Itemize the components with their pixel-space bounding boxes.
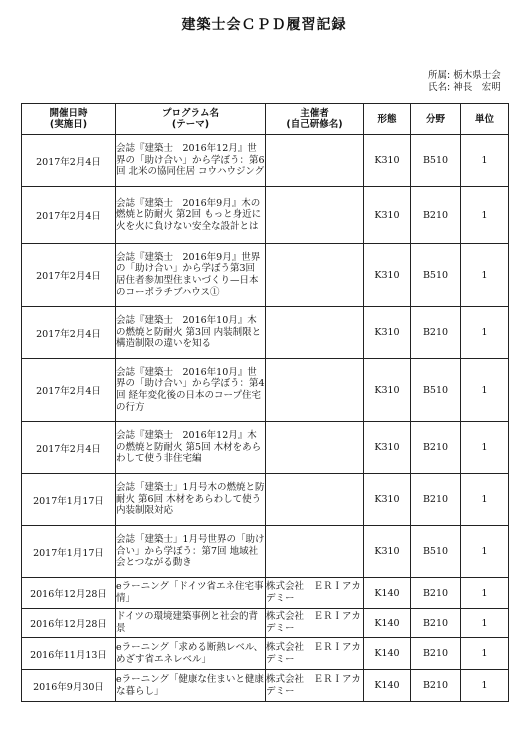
header-date-line2: (実施日)	[49, 119, 88, 130]
cell-program	[116, 244, 266, 307]
cell-unit-text: 1	[481, 546, 488, 557]
header-format: 形態	[364, 104, 411, 135]
cell-field	[411, 670, 461, 702]
cell-date-text: 2017年2月4日	[36, 328, 101, 340]
cell-format-text: K310	[374, 494, 400, 505]
cell-unit	[461, 474, 509, 526]
cell-organizer-text: 株式会社 ＥＲＩアカデミー	[266, 641, 361, 665]
cell-format-text: K140	[374, 617, 400, 629]
table-row	[22, 187, 509, 244]
cell-program	[116, 526, 266, 578]
cell-program-text: ドイツの環境建築事例と社会的背景	[116, 611, 259, 634]
cell-program-text: 会誌『建築士 2016年10月』木の燃焼と防耐火 第3回 内装制限と構造制限の違いを知る	[116, 315, 262, 350]
table-row	[22, 359, 509, 422]
cell-format-text: K310	[374, 546, 400, 557]
cell-date	[22, 670, 116, 702]
cell-date-text: 2017年2月4日	[36, 443, 101, 455]
cell-date-text: 2016年12月28日	[30, 589, 107, 600]
cell-program-text: 会誌『建築士 2016年12月』木の燃焼と防耐火 第5回 木材をあらわして使う非住宅編	[116, 430, 262, 465]
cell-field-text: B510	[422, 384, 449, 396]
cell-date	[22, 609, 116, 638]
cell-unit-text: 1	[481, 384, 488, 396]
cell-field-text: B210	[422, 494, 449, 505]
cell-field	[411, 135, 461, 187]
cell-unit-text: 1	[481, 617, 488, 629]
table-row	[22, 670, 509, 702]
cell-organizer	[266, 609, 364, 638]
table-header-row	[22, 104, 509, 135]
cell-field-text: B210	[422, 327, 449, 338]
cell-program	[116, 187, 266, 244]
cell-program	[116, 474, 271, 526]
cell-field	[411, 422, 461, 474]
cell-unit	[461, 578, 509, 609]
cell-program	[116, 135, 266, 187]
cell-organizer	[266, 307, 364, 359]
cell-format	[364, 244, 411, 307]
header-organizer-line1: 主催者	[300, 108, 329, 119]
header-program-line1: プログラム名	[162, 108, 219, 119]
cell-format-text: K310	[374, 155, 400, 166]
cell-format-text: K310	[374, 384, 400, 396]
cell-date-text: 2016年11月13日	[30, 649, 107, 661]
cell-unit	[461, 359, 509, 422]
cell-program-text: eラーニング「ドイツ省エネ住宅事情」	[116, 581, 264, 604]
header-organizer	[266, 104, 364, 135]
cell-field-text: B210	[422, 587, 449, 599]
cell-unit	[461, 135, 509, 187]
cell-format	[364, 422, 411, 474]
cell-organizer	[266, 474, 364, 526]
cell-date	[22, 422, 116, 474]
cell-format	[364, 359, 411, 422]
table-row	[22, 422, 509, 474]
cell-date-text: 2017年1月17日	[33, 547, 104, 559]
cell-field	[411, 244, 461, 307]
cell-program	[116, 578, 266, 609]
cell-organizer-text: 株式会社 ＥＲＩアカデミー	[266, 581, 361, 604]
cell-organizer	[266, 359, 364, 422]
table-row	[22, 307, 509, 359]
cell-organizer	[266, 187, 364, 244]
cell-date-text: 2017年2月4日	[36, 386, 101, 397]
cell-field	[411, 578, 461, 609]
cell-field-text: B510	[422, 269, 449, 281]
cell-field	[411, 359, 461, 422]
table-row	[22, 474, 509, 526]
cell-unit-text: 1	[481, 648, 488, 659]
header-date-line1: 開催日時	[49, 108, 88, 119]
cell-date	[22, 307, 116, 359]
cell-unit	[461, 609, 509, 638]
header-organizer-line2: (自己研修名)	[286, 119, 343, 130]
cell-format	[364, 526, 411, 578]
cell-format-text: K310	[374, 269, 400, 281]
cell-format-text: K310	[374, 209, 400, 221]
table-row	[22, 244, 509, 307]
cell-date-text: 2017年2月4日	[36, 211, 101, 222]
cell-program-text: eラーニング「健康な住まいと健康な暮らし」	[116, 673, 264, 697]
cell-format	[364, 578, 411, 609]
cell-unit-text: 1	[481, 587, 488, 599]
cell-program-text: eラーニング「求める断熱レベル、めざす省エネレベル」	[116, 641, 264, 665]
cell-program-text: 会誌『建築士 2016年12月』世界の「助け合い」から学ぼう：第6回 北米の協同住居 コウハウジング	[116, 143, 265, 178]
cell-organizer-text: 株式会社 ＥＲＩアカデミー	[266, 611, 361, 634]
owner-info	[428, 70, 501, 94]
cell-organizer	[266, 638, 364, 670]
header-field: 分野	[411, 104, 461, 135]
cell-unit-text: 1	[481, 327, 488, 338]
cell-format-text: K140	[374, 680, 400, 691]
cell-field	[411, 307, 461, 359]
cell-field	[411, 526, 461, 578]
cell-format	[364, 187, 411, 244]
cell-organizer-text: 株式会社 ＥＲＩアカデミー	[266, 673, 361, 697]
cell-program-text: 会誌『建築士 2016年9月』世界の「助け合い」から学ぼう第3回 居住者参加型住まいづくり—日本のコーポラチブハウス①	[116, 251, 261, 298]
cell-date-text: 2017年2月4日	[36, 156, 101, 168]
cell-date-text: 2017年1月17日	[33, 495, 104, 507]
cell-unit	[461, 638, 509, 670]
cell-program	[116, 359, 266, 422]
table-row	[22, 578, 509, 609]
cell-program	[116, 638, 266, 670]
cell-organizer	[266, 578, 364, 609]
cpd-record-table	[21, 103, 509, 702]
cell-format	[364, 474, 411, 526]
cell-unit-text: 1	[481, 269, 488, 281]
cell-program	[116, 670, 266, 702]
cell-format	[364, 670, 411, 702]
cell-field-text: B210	[422, 680, 449, 691]
cell-field-text: B210	[422, 209, 449, 221]
cell-organizer	[266, 135, 364, 187]
cell-organizer	[266, 526, 364, 578]
cell-format	[364, 307, 411, 359]
cell-unit-text: 1	[481, 155, 488, 166]
document-title: 建築士会ＣＰＤ履習記録	[181, 17, 347, 33]
cell-date	[22, 135, 116, 187]
cell-field-text: B210	[422, 442, 449, 453]
cell-field	[411, 187, 461, 244]
cell-date	[22, 638, 116, 670]
cell-unit-text: 1	[481, 209, 488, 221]
table-row	[22, 526, 509, 578]
cell-program	[116, 609, 266, 638]
table-row	[22, 135, 509, 187]
cell-field-text: B510	[422, 155, 449, 166]
cell-unit-text: 1	[481, 442, 488, 453]
cell-unit-text: 1	[481, 680, 488, 691]
header-unit: 単位	[461, 104, 509, 135]
cell-organizer	[266, 670, 364, 702]
table-row	[22, 638, 509, 670]
cell-program-text: 会誌「建築士」1月号木の燃焼と防耐火 第6回 木材をあらわして使う 内装制限対応	[116, 482, 271, 517]
header-program-line2: (テーマ)	[171, 119, 210, 130]
header-date	[22, 104, 116, 135]
cell-program-text: 会誌「建築士」1月号世界の「助け合い」から学ぼう：第7回 地域社会とつながる動き	[116, 534, 265, 569]
cell-format	[364, 609, 411, 638]
cell-format-text: K140	[374, 648, 400, 659]
cell-unit	[461, 526, 509, 578]
cell-field-text: B210	[422, 648, 449, 659]
cell-date-text: 2016年12月28日	[30, 619, 107, 630]
cell-field-text: B510	[422, 546, 449, 557]
cell-field	[411, 638, 461, 670]
cell-field-text: B210	[422, 617, 449, 629]
cell-program-text: 会誌『建築士 2016年10月』世界の「助け合い」から学ぼう：第4回 経年変化後の日本のコープ住宅の行方	[116, 366, 265, 413]
header-program	[116, 104, 266, 135]
cell-unit	[461, 307, 509, 359]
cell-date-text: 2016年9月30日	[33, 681, 104, 693]
cell-date	[22, 187, 116, 244]
owner-affiliation: 所属: 栃木県士会	[428, 70, 501, 81]
cell-date	[22, 526, 116, 578]
cell-date	[22, 244, 116, 307]
cell-unit-text: 1	[481, 494, 488, 505]
owner-name: 氏名: 神長 宏明	[428, 82, 501, 93]
cell-date	[22, 359, 116, 422]
cell-format-text: K140	[374, 587, 400, 599]
cell-unit	[461, 670, 509, 702]
cell-field	[411, 609, 461, 638]
cell-organizer	[266, 244, 364, 307]
table-row	[22, 609, 509, 638]
cell-program-text: 会誌『建築士 2016年9月』木の燃焼と防耐火 第2回 もっと身近に火を火に負けない安全な設計とは	[116, 197, 262, 232]
cell-program	[116, 307, 266, 359]
cell-unit	[461, 422, 509, 474]
cell-format-text: K310	[374, 442, 400, 453]
cell-unit	[461, 244, 509, 307]
cell-unit	[461, 187, 509, 244]
cell-date	[22, 578, 116, 609]
cell-date	[22, 474, 116, 526]
cell-field	[411, 474, 461, 526]
cell-format	[364, 638, 411, 670]
cell-format-text: K310	[374, 327, 400, 338]
cell-date-text: 2017年2月4日	[36, 271, 101, 282]
cell-organizer	[266, 422, 364, 474]
cell-program	[116, 422, 266, 474]
cell-format	[364, 135, 411, 187]
